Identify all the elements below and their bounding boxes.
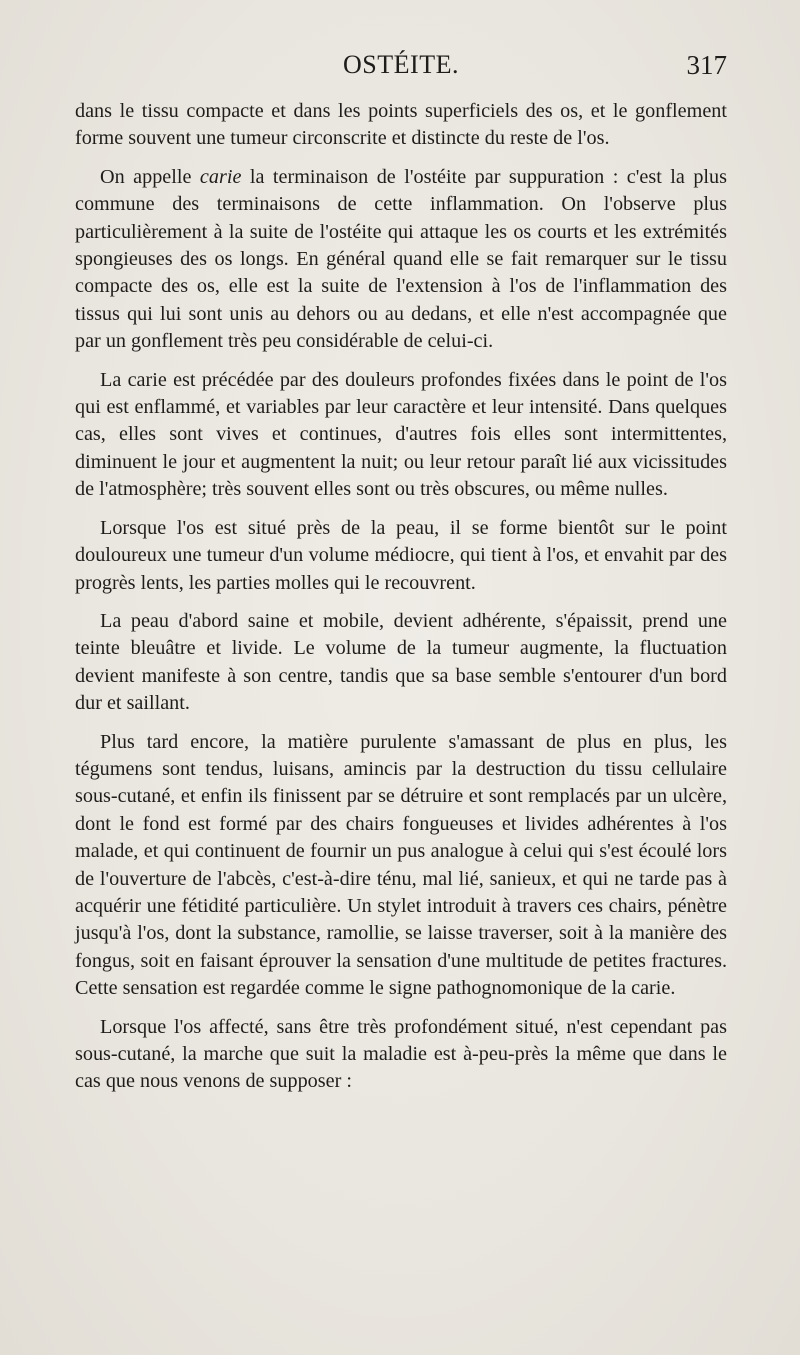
paragraph-os-affecte: Lorsque l'os affecté, sans être très profondément situé, n'est cependant pas sous-cutané, la marche que suit la maladie est à-peu-près la même que dans le cas que nous venons de supposer : [75, 1015, 727, 1093]
paragraph-text: la terminaison de l'ostéite par suppuration : c'est la plus commune des terminaisons de cette inflammation. On l'observe plus particulièrement à la suite de l'ostéite qui attaque les os courts et les extrémités spongieuses des os longs. En général quand elle se fait remarquer sur le tissu compacte des os, elle est la suite de l'extension à l'os de l'inflammation des tissus qui lui sont unis au dehors ou au dedans, et elle n'est accompagnée que par un gonflement très peu considérable de celui-ci. [75, 165, 727, 353]
body-text [75, 98, 727, 1107]
paragraph-tumeur: Lorsque l'os est situé près de la peau, il se forme bientôt sur le point douloureux une tumeur d'un volume médiocre, qui tient à l'os, et envahit par des progrès lents, les parties molles qui le recouvrent. [75, 516, 727, 594]
paragraph-peau: La peau d'abord saine et mobile, devient adhérente, s'épaissit, prend une teinte bleuâtre et livide. Le volume de la tumeur augmente, la fluctuation devient manifeste à son centre, tandis que sa base semble s'entourer d'un bord dur et saillant. [75, 609, 727, 715]
paragraph-text: On appelle [100, 165, 200, 188]
page-header [75, 50, 727, 86]
paragraph-ulcere: Plus tard encore, la matière purulente s'amassant de plus en plus, les tégumens sont tendus, luisans, amincis par la destruction du tissu cellulaire sous-cutané, et enfin ils finissent par se détruire et sont remplacés par un ulcère, dont le fond est formé par des chairs fongueuses et livides adhérentes à l'os malade, et qui continuent de fournir un pus analogue à celui qui s'est écoulé lors de l'ouverture de l'abcès, c'est-à-dire ténu, mal lié, sanieux, et qui ne tarde pas à acquérir une fétidité particulière. Un stylet introduit à travers ces chairs, pénètre jusqu'à l'os, dont la substance, ramollie, se laisse traverser, soit à la manière des fongus, soit en faisant éprouver la sensation d'une multitude de petites fractures. Cette sensation est regardée comme le signe pathognomonique de la carie. [75, 730, 727, 1000]
running-title: OSTÉITE. [343, 50, 459, 79]
paragraph-douleurs: La carie est précédée par des douleurs profondes fixées dans le point de l'os qui est enflammé, et variables par leur caractère et leur intensité. Dans quelques cas, elles sont vives et continues, d'autres fois elles sont intermittentes, diminuent le jour et augmentent la nuit; ou leur retour paraît lié aux vicissitudes de l'atmosphère; très souvent elles sont ou très obscures, ou même nulles. [75, 368, 727, 501]
paragraph-continuation: dans le tissu compacte et dans les points superficiels des os, et le gonflement forme souvent une tumeur circonscrite et distincte du reste de l'os. [75, 100, 727, 150]
page-number: 317 [686, 50, 727, 80]
paragraph-carie-definition [75, 164, 727, 356]
emphasis-term: carie [199, 165, 242, 188]
